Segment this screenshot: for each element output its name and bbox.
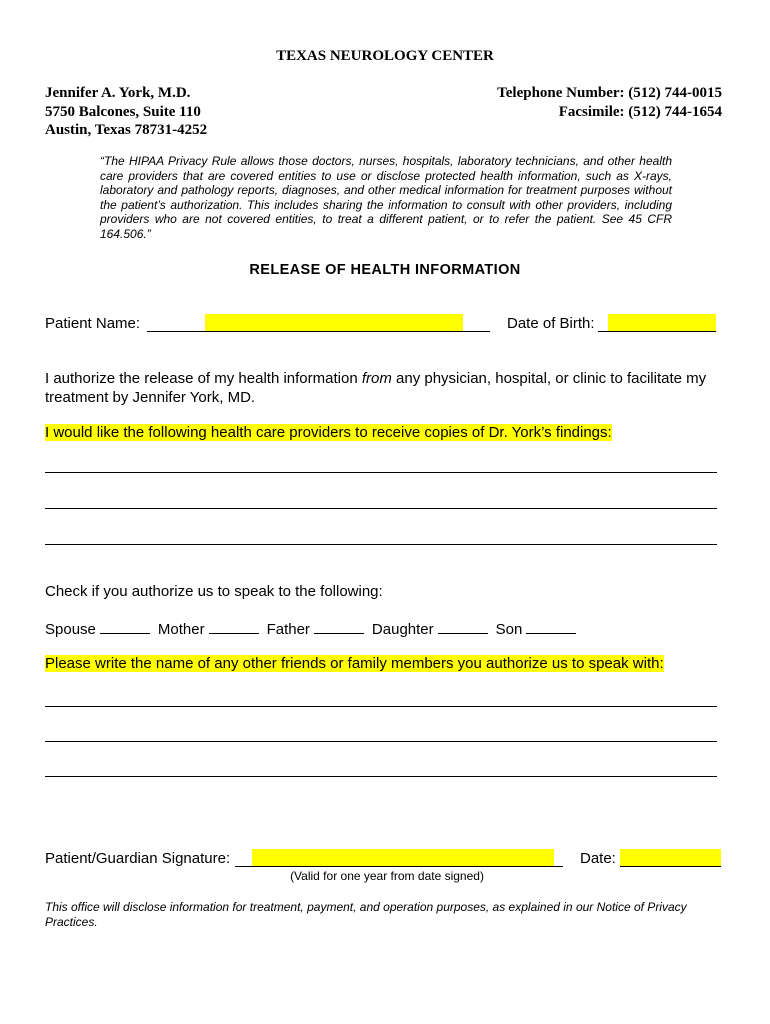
provider-line-2[interactable] bbox=[45, 508, 717, 509]
provider-line-1[interactable] bbox=[45, 472, 717, 473]
signature-label: Patient/Guardian Signature: bbox=[45, 850, 231, 867]
providers-prompt-text: I would like the following health care providers to receive copies of Dr. York’s findings: bbox=[45, 424, 612, 441]
relation-father-label: Father bbox=[266, 621, 310, 638]
relation-daughter-label: Daughter bbox=[371, 621, 434, 638]
provider-line-3[interactable] bbox=[45, 544, 717, 545]
dob-label: Date of Birth: bbox=[507, 315, 595, 332]
relation-son-field[interactable] bbox=[526, 619, 576, 634]
relation-father-field[interactable] bbox=[314, 619, 364, 634]
date-label: Date: bbox=[580, 850, 616, 867]
relation-daughter-field[interactable] bbox=[438, 619, 488, 634]
authorize-text-part1: I authorize the release of my health information bbox=[45, 370, 362, 387]
relation-spouse-field[interactable] bbox=[100, 619, 150, 634]
patient-name-label: Patient Name: bbox=[45, 315, 141, 332]
others-prompt bbox=[45, 655, 664, 672]
relation-son-label: Son bbox=[495, 621, 523, 638]
authorize-text-part2: any physician, hospital, or clinic to facilitate my treatment by Jennifer York, MD. bbox=[45, 370, 707, 406]
hipaa-quote: “The HIPAA Privacy Rule allows those doctors, nurses, hospitals, laboratory technicians, and other health care providers that are covered entities to use or disclose protected health information, such as X-rays, laboratory and pathology reports, diagnoses, and other medical information for treatment purposes without the patient’s authorization. This includes sharing the information to consult with other providers, including providers who are not covered entities, to treat a different patient, or to refer the patient. See 45 CFR 164.506.” bbox=[100, 154, 672, 241]
other-line-1[interactable] bbox=[45, 706, 717, 707]
other-line-2[interactable] bbox=[45, 741, 717, 742]
relation-mother-field[interactable] bbox=[209, 619, 259, 634]
patient-name-underline-left bbox=[147, 331, 205, 332]
address-line-2: Austin, Texas 78731-4252 bbox=[45, 122, 208, 138]
authorize-statement bbox=[45, 369, 735, 407]
other-line-3[interactable] bbox=[45, 776, 717, 777]
signature-underline-left bbox=[235, 866, 252, 867]
facsimile-number: Facsimile: (512) 744-1654 bbox=[558, 103, 722, 120]
others-prompt-text: Please write the name of any other friends or family members you authorize us to speak with: bbox=[45, 655, 664, 672]
telephone-number: Telephone Number: (512) 744-0015 bbox=[497, 85, 722, 101]
date-field[interactable] bbox=[620, 849, 721, 867]
patient-name-underline-right bbox=[463, 331, 490, 332]
authorize-text-from: from bbox=[361, 370, 392, 387]
contact-block bbox=[497, 84, 722, 121]
relation-mother-label: Mother bbox=[157, 621, 205, 638]
address-line-1: 5750 Balcones, Suite 110 bbox=[45, 103, 201, 120]
form-title: RELEASE OF HEALTH INFORMATION bbox=[249, 262, 521, 278]
providers-prompt bbox=[45, 424, 612, 441]
check-prompt: Check if you authorize us to speak to the following: bbox=[45, 583, 383, 600]
dob-field[interactable] bbox=[608, 314, 716, 332]
footer-note: This office will disclose information for treatment, payment, and operation purposes, as explained in our Notice of Privacy Practices. bbox=[45, 900, 687, 929]
doctor-name: Jennifer A. York, M.D. bbox=[45, 85, 191, 101]
patient-name-field[interactable] bbox=[205, 314, 463, 332]
relations-row bbox=[45, 619, 584, 638]
signature-underline-right bbox=[554, 866, 563, 867]
center-name: TEXAS NEUROLOGY CENTER bbox=[276, 48, 494, 64]
signature-field[interactable] bbox=[252, 849, 554, 867]
doctor-address-block bbox=[45, 84, 207, 140]
valid-note: (Valid for one year from date signed) bbox=[290, 869, 484, 883]
relation-spouse-label: Spouse bbox=[45, 621, 96, 638]
dob-underline-left bbox=[598, 331, 608, 332]
